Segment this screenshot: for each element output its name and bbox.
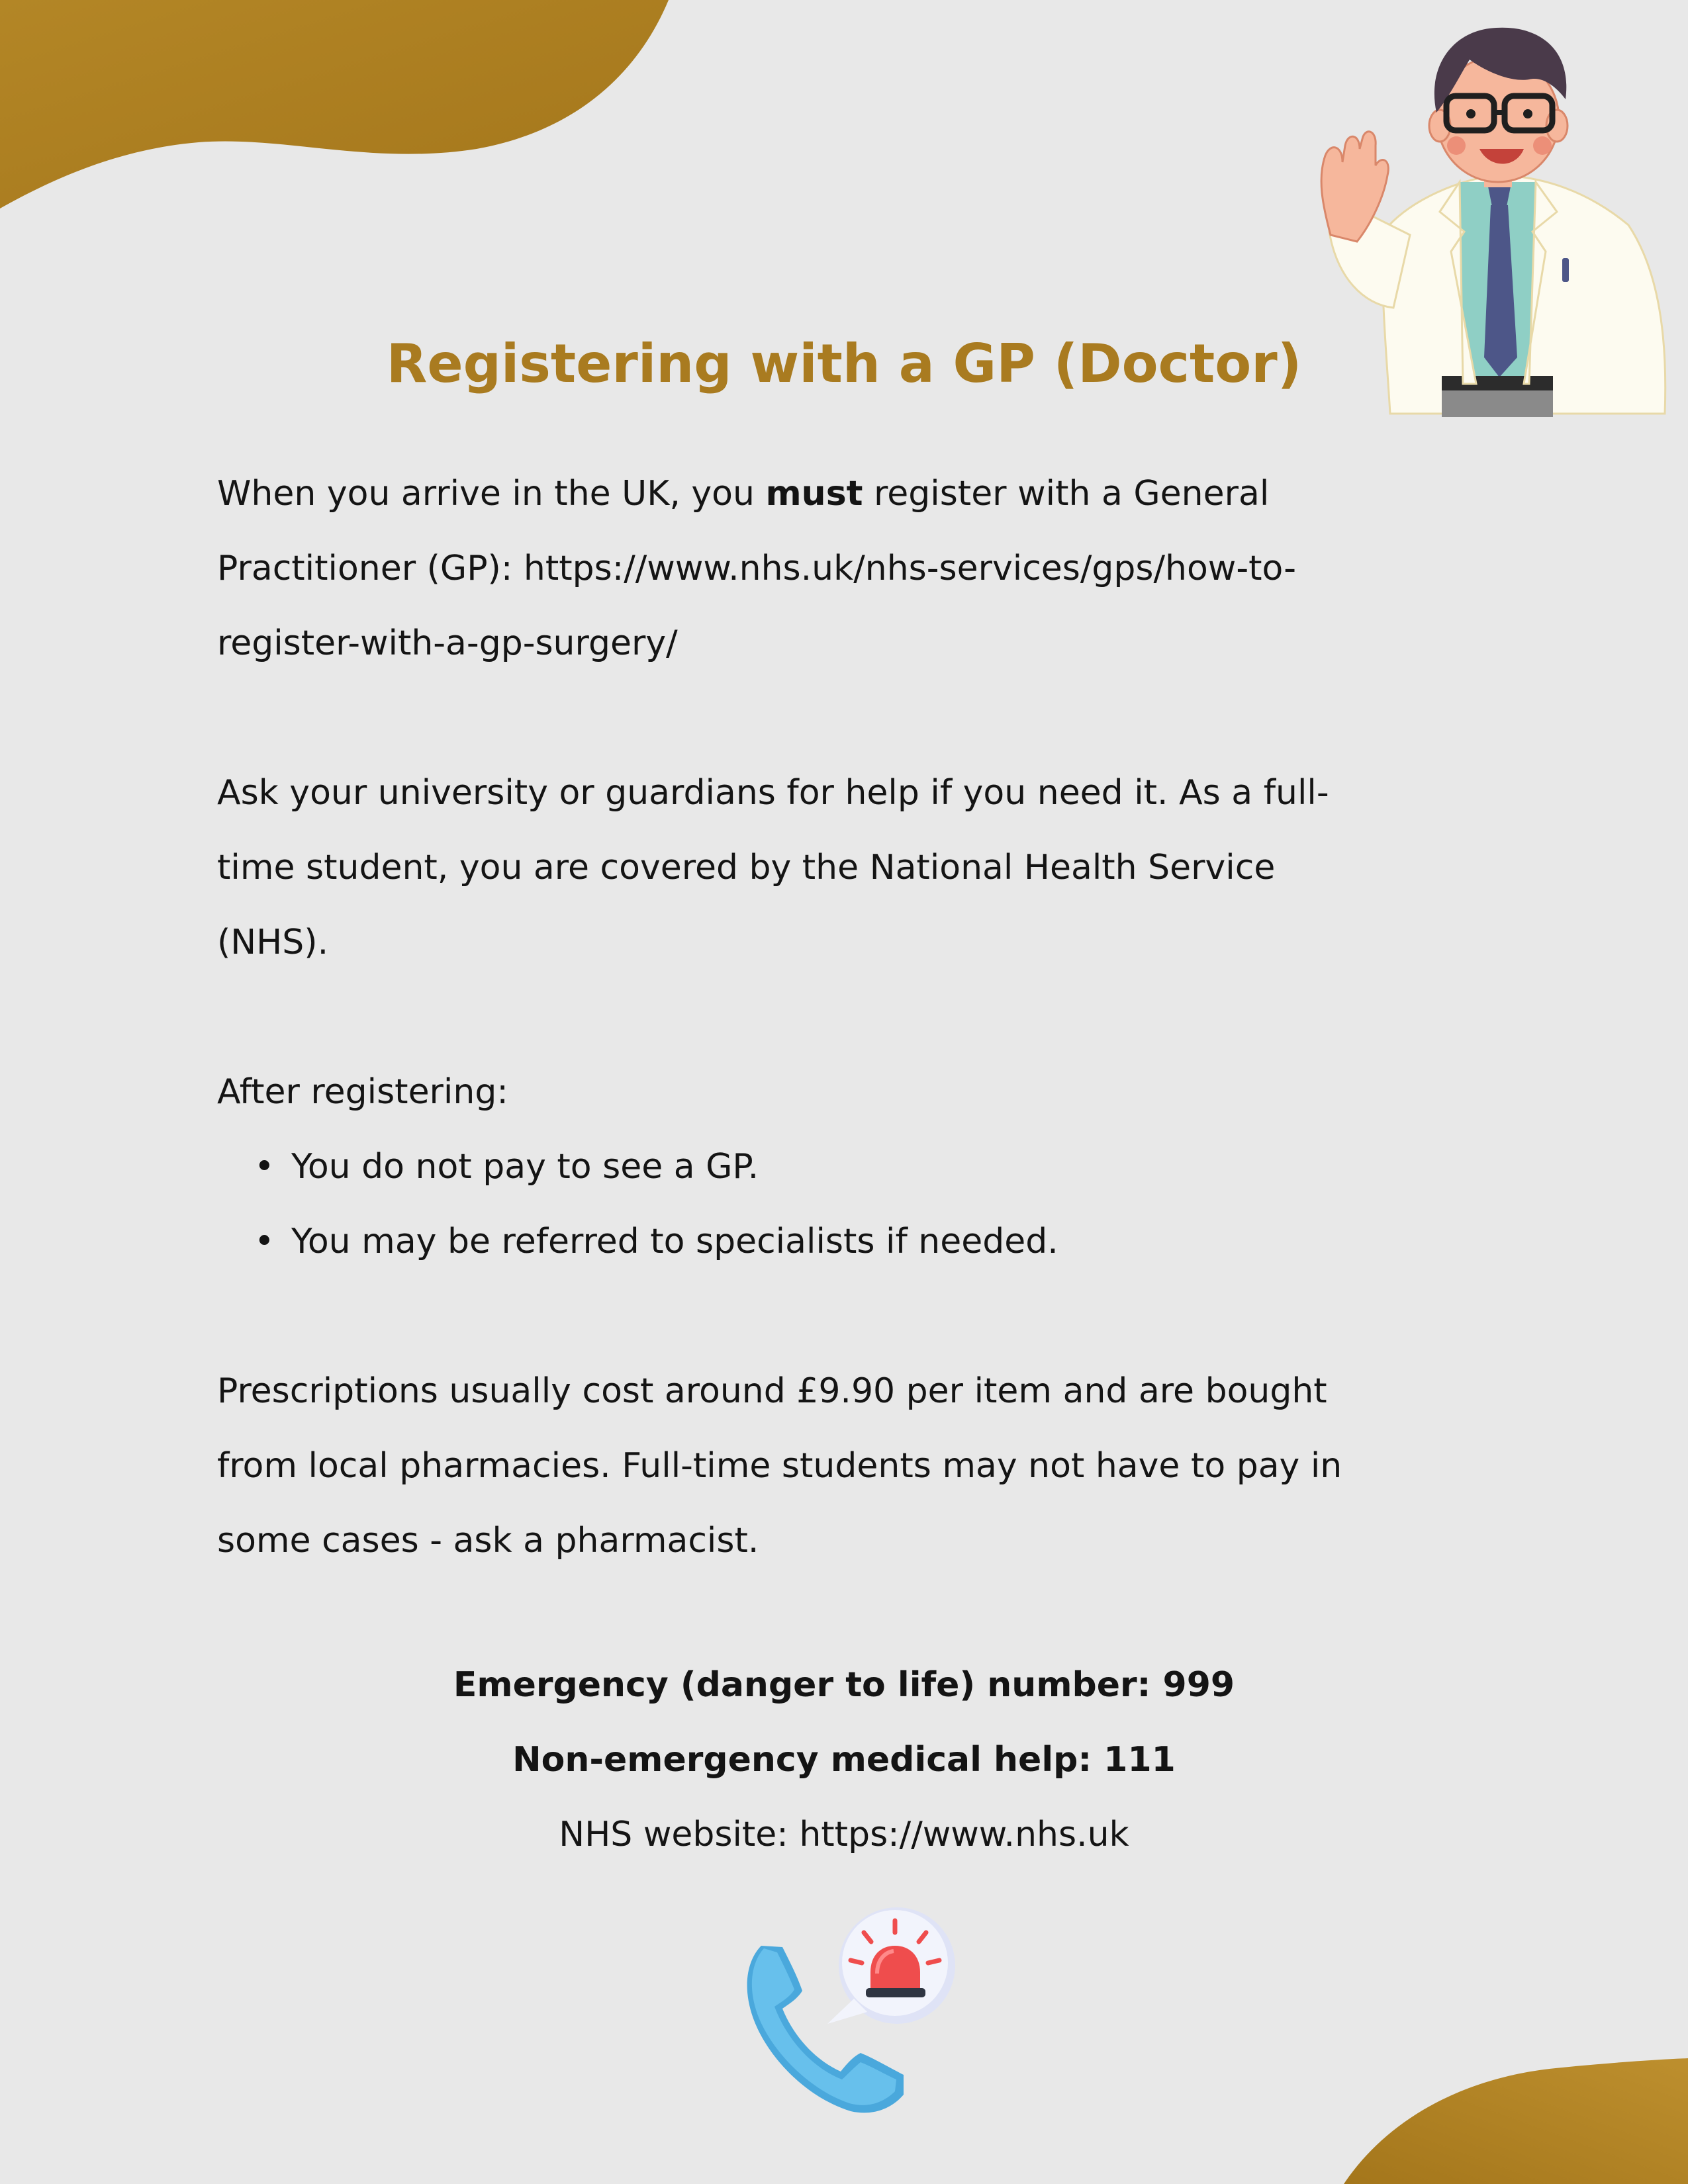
text-line: Ask your university or guardians for help if you need it. As a full- <box>217 773 1329 813</box>
prescriptions-paragraph <box>217 1354 1515 1578</box>
after-registering-heading: After registering: <box>217 1072 508 1112</box>
text-line: some cases - ask a pharmacist. <box>217 1521 759 1561</box>
must-emphasis: must <box>765 474 863 514</box>
text-line: Practitioner (GP): https://www.nhs.uk/nhs-services/gps/how-to- <box>217 549 1297 588</box>
corner-decoration-bottom-right <box>1344 2052 1688 2184</box>
main-content <box>217 457 1515 1578</box>
list-item-text: You do not pay to see a GP. <box>291 1147 759 1187</box>
list-item-text: You may be referred to specialists if needed. <box>291 1222 1058 1261</box>
after-registering-list <box>217 1130 1515 1279</box>
text-line: Prescriptions usually cost around £9.90 per item and are bought <box>217 1371 1327 1411</box>
text-line: from local pharmacies. Full-time students may not have to pay in <box>217 1446 1342 1486</box>
gp-registration-paragraph <box>217 457 1515 681</box>
bullet-icon: • <box>254 1222 275 1261</box>
corner-decoration-top-left <box>0 0 675 212</box>
help-paragraph <box>217 756 1515 980</box>
page-title: Registering with a GP (Doctor) <box>386 333 1302 394</box>
contact-numbers <box>0 1648 1688 1872</box>
non-emergency-number: Non-emergency medical help: 111 <box>512 1740 1176 1780</box>
text-line: (NHS). <box>217 923 329 962</box>
list-item <box>217 1130 1515 1205</box>
nhs-website: NHS website: https://www.nhs.uk <box>559 1815 1129 1854</box>
phone-siren-icon <box>741 1906 960 2118</box>
text-segment: When you arrive in the UK, you <box>217 474 766 514</box>
emergency-number: Emergency (danger to life) number: 999 <box>453 1665 1235 1705</box>
text-line: register-with-a-gp-surgery/ <box>217 623 678 663</box>
list-item <box>217 1205 1515 1279</box>
text-segment: register with a General <box>863 474 1270 514</box>
bullet-icon: • <box>254 1147 275 1187</box>
text-line: time student, you are covered by the National Health Service <box>217 848 1276 887</box>
